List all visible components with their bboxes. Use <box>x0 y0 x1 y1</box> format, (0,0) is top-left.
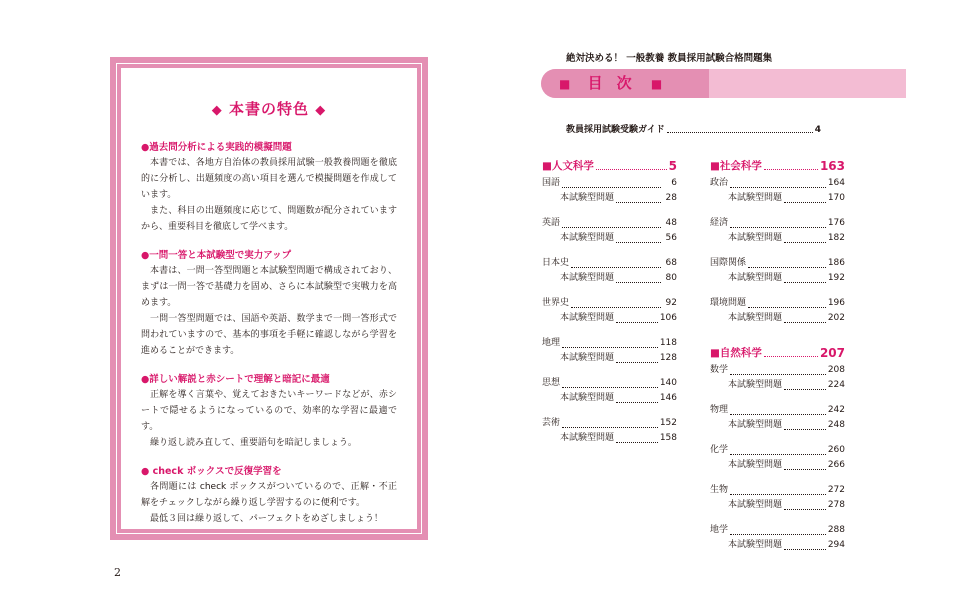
leader-dots <box>616 391 658 403</box>
diamond-icon: ◆ <box>211 103 223 118</box>
toc-subentry[interactable] <box>710 538 845 553</box>
toc-subentry-label: 本試験型問題 <box>728 313 783 323</box>
book-title: 絶対決める！ 一般教養 教員採用試験合格問題集 <box>566 53 773 64</box>
toc-entry[interactable] <box>710 443 845 458</box>
toc-guide-label: 教員採用試験受験ガイド <box>566 125 665 135</box>
feature-section <box>141 249 397 359</box>
leader-dots <box>748 256 826 268</box>
toc-subentry-page: 80 <box>665 273 677 283</box>
toc-subentry-page: 106 <box>659 313 677 323</box>
toc-entry-page: 118 <box>659 338 677 348</box>
toc-subject <box>710 403 845 433</box>
leader-dots <box>784 418 826 430</box>
leader-dots <box>562 176 661 188</box>
toc-subentry-label: 本試験型問題 <box>560 273 615 283</box>
toc-subentry-label: 本試験型問題 <box>728 420 783 430</box>
leader-dots <box>616 351 658 363</box>
feature-paragraph: 本書では、各地方自治体の教員採用試験一般教養問題を徹底的に分析し、出題頻度の高い項目を選んで模擬問題を作成しています。 <box>141 158 397 200</box>
toc-subentry-label: 本試験型問題 <box>560 233 615 243</box>
toc-entry[interactable] <box>710 296 845 311</box>
feature-section <box>141 465 397 527</box>
toc-entry-page: 260 <box>827 445 845 455</box>
toc-subentry[interactable] <box>710 378 845 393</box>
leader-dots <box>730 363 826 375</box>
toc-entry-page: 140 <box>659 378 677 388</box>
leader-dots <box>730 523 826 535</box>
leader-dots <box>616 431 658 443</box>
features-sections <box>141 141 397 527</box>
features-frame <box>110 57 428 540</box>
leader-dots <box>784 231 826 243</box>
feature-paragraph: 正解を導く言葉や、覚えておきたいキーワードなどが、赤シートで隠せるようになっているので、効率的な学習に最適です。 <box>141 390 397 432</box>
toc-entry-page: 6 <box>671 178 677 188</box>
toc-entry-label: 物理 <box>710 405 729 415</box>
toc-subentry[interactable] <box>710 311 845 326</box>
leader-dots <box>784 538 826 550</box>
leader-dots <box>596 169 667 170</box>
toc-subject <box>710 443 845 473</box>
toc-entry-label: 世界史 <box>542 298 570 308</box>
toc-entry[interactable] <box>542 416 677 431</box>
toc-subentry-page: 28 <box>665 193 677 203</box>
feature-section <box>141 373 397 451</box>
toc-group-heading[interactable] <box>710 346 845 361</box>
feature-paragraph: 最低３回は繰り返して、パーフェクトをめざしましょう！ <box>150 514 383 524</box>
toc-subentry[interactable] <box>710 418 845 433</box>
toc-entry[interactable] <box>542 296 677 311</box>
toc-entry[interactable] <box>542 176 677 191</box>
toc-subentry-page: 248 <box>827 420 845 430</box>
leader-dots <box>730 403 826 415</box>
features-title-text: 本書の特色 <box>228 100 309 118</box>
toc-heading-band <box>541 69 906 98</box>
toc-entry-label: 国際関係 <box>710 258 747 268</box>
square-icon: ■ <box>559 77 571 91</box>
page-number: 2 <box>114 566 121 579</box>
toc-subentry-page: 128 <box>659 353 677 363</box>
feature-section <box>141 141 397 235</box>
toc-group-label: ■人文科学 <box>542 160 594 172</box>
leader-dots <box>616 231 661 243</box>
leader-dots <box>730 176 826 188</box>
toc-group-heading[interactable] <box>710 159 845 174</box>
leader-dots <box>730 483 826 495</box>
toc-subject <box>710 256 845 286</box>
leader-dots <box>667 124 813 133</box>
toc-subentry-label: 本試験型問題 <box>728 460 783 470</box>
toc-subentry-page: 158 <box>659 433 677 443</box>
toc-subject <box>542 216 677 246</box>
toc-subentry[interactable] <box>710 231 845 246</box>
toc-subentry[interactable] <box>542 271 677 286</box>
toc-guide-entry[interactable] <box>566 124 821 136</box>
leader-dots <box>616 311 658 323</box>
leader-dots <box>562 416 658 428</box>
leader-dots <box>562 336 658 348</box>
toc-subentry-page: 294 <box>827 540 845 550</box>
toc-entry[interactable] <box>542 336 677 351</box>
toc-subject <box>710 296 845 326</box>
toc-subentry-label: 本試験型問題 <box>560 393 615 403</box>
toc-entry-page: 196 <box>827 298 845 308</box>
leader-dots <box>730 216 826 228</box>
toc-subentry-page: 202 <box>827 313 845 323</box>
toc-group <box>710 159 845 326</box>
toc-entry-label: 数学 <box>710 365 729 375</box>
toc-group-heading[interactable] <box>542 159 677 174</box>
feature-paragraph: 一問一答型問題では、国語や英語、数学まで一問一答形式で問われていますので、基本的事項を手軽に確認しながら学習を進めることができます。 <box>141 314 397 356</box>
toc-entry[interactable] <box>710 363 845 378</box>
feature-heading: ●一問一答と本試験型で実力アップ <box>141 250 292 261</box>
toc-entry-label: 地理 <box>542 338 561 348</box>
leader-dots <box>562 376 658 388</box>
toc-entry[interactable] <box>710 483 845 498</box>
toc-entry-page: 152 <box>659 418 677 428</box>
toc-subentry[interactable] <box>542 431 677 446</box>
toc-subject <box>710 523 845 553</box>
feature-body <box>141 387 397 451</box>
toc-entry-page: 208 <box>827 365 845 375</box>
toc-subentry[interactable] <box>710 498 845 513</box>
toc-entry[interactable] <box>542 376 677 391</box>
leader-dots <box>764 169 818 170</box>
toc-heading <box>559 69 662 98</box>
toc-entry-label: 生物 <box>710 485 729 495</box>
leader-dots <box>784 378 826 390</box>
toc-group-page: 207 <box>819 346 845 360</box>
toc-entry-label: 化学 <box>710 445 729 455</box>
toc-entry-label: 環境問題 <box>710 298 747 308</box>
toc-subject <box>710 216 845 246</box>
toc-subentry-page: 56 <box>665 233 677 243</box>
feature-heading: ●詳しい解説と赤シートで理解と暗記に最適 <box>141 374 330 385</box>
toc-subentry-page: 192 <box>827 273 845 283</box>
toc-entry-page: 92 <box>665 298 677 308</box>
feature-paragraph: また、科目の出題頻度に応じて、問題数が配分されていますから、重要科目を徹底して学べます。 <box>141 206 397 232</box>
toc-entry[interactable] <box>542 256 677 271</box>
toc-entry[interactable] <box>710 256 845 271</box>
leader-dots <box>730 443 826 455</box>
toc-subject <box>542 416 677 446</box>
toc-subentry-label: 本試験型問題 <box>560 193 615 203</box>
toc-entry-label: 政治 <box>710 178 729 188</box>
toc-subentry[interactable] <box>710 458 845 473</box>
toc-group <box>710 346 845 553</box>
leader-dots <box>616 191 661 203</box>
leader-dots <box>748 296 826 308</box>
toc-subject <box>710 363 845 393</box>
feature-body <box>141 263 397 359</box>
toc-subentry[interactable] <box>542 391 677 406</box>
toc-subentry-page: 182 <box>827 233 845 243</box>
feature-paragraph: 各問題には check ボックスがついているので、正解・不正解をチェックしながら繰り返し学習するのに便利です。 <box>141 482 397 508</box>
toc-group-page: 163 <box>819 159 845 173</box>
toc-left-column <box>542 159 677 456</box>
leader-dots <box>562 216 661 228</box>
feature-heading: ● check ボックスで反復学習を <box>141 466 282 477</box>
toc-heading-text: 目次 <box>587 74 646 92</box>
toc-subentry-page: 170 <box>827 193 845 203</box>
toc-subject <box>710 483 845 513</box>
feature-paragraph: 繰り返し読み直して、重要語句を暗記しましょう。 <box>150 438 357 448</box>
toc-entry-label: 思想 <box>542 378 561 388</box>
features-panel <box>121 68 417 529</box>
toc-entry-page: 164 <box>827 178 845 188</box>
toc-subject <box>542 336 677 366</box>
group-spacer <box>710 336 845 346</box>
toc-entry-page: 288 <box>827 525 845 535</box>
toc-subentry-label: 本試験型問題 <box>728 380 783 390</box>
toc-subject <box>542 296 677 326</box>
toc-entry-page: 176 <box>827 218 845 228</box>
feature-paragraph: 本書は、一問一答型問題と本試験型問題で構成されており、まずは一問一答で基礎力を固め、さらに本試験型で実戦力を高めます。 <box>141 266 397 308</box>
toc-guide-page: 4 <box>814 125 821 135</box>
toc-subject <box>542 176 677 206</box>
toc-group-label: ■社会科学 <box>710 160 762 172</box>
leader-dots <box>764 356 818 357</box>
feature-heading: ●過去問分析による実践的模擬問題 <box>141 142 292 153</box>
toc-entry-page: 242 <box>827 405 845 415</box>
leader-dots <box>784 271 826 283</box>
toc-entry-page: 68 <box>665 258 677 268</box>
toc-subject <box>542 256 677 286</box>
toc-right-column <box>710 159 845 563</box>
leader-dots <box>784 191 826 203</box>
toc-entry[interactable] <box>710 216 845 231</box>
toc-entry-label: 国語 <box>542 178 561 188</box>
leader-dots <box>784 458 826 470</box>
toc-entry-label: 経済 <box>710 218 729 228</box>
toc-subentry-label: 本試験型問題 <box>560 433 615 443</box>
toc-group <box>542 159 677 446</box>
toc-subentry-label: 本試験型問題 <box>560 313 615 323</box>
leader-dots <box>784 311 826 323</box>
toc-entry-page: 186 <box>827 258 845 268</box>
leader-dots <box>784 498 826 510</box>
toc-entry[interactable] <box>542 216 677 231</box>
features-frame-inner <box>116 63 422 534</box>
toc-subentry[interactable] <box>542 191 677 206</box>
toc-subentry[interactable] <box>542 231 677 246</box>
toc-entry[interactable] <box>710 176 845 191</box>
toc-subentry-page: 146 <box>659 393 677 403</box>
toc-subject <box>710 176 845 206</box>
toc-group-page: 5 <box>668 159 677 173</box>
toc-entry[interactable] <box>710 523 845 538</box>
toc-subentry[interactable] <box>542 351 677 366</box>
toc-subentry-label: 本試験型問題 <box>728 233 783 243</box>
toc-subentry-label: 本試験型問題 <box>728 193 783 203</box>
toc-subentry-page: 266 <box>827 460 845 470</box>
toc-subentry-page: 278 <box>827 500 845 510</box>
toc-entry-label: 地学 <box>710 525 729 535</box>
toc-subentry-label: 本試験型問題 <box>728 540 783 550</box>
toc-subentry[interactable] <box>542 311 677 326</box>
square-icon: ■ <box>650 77 663 91</box>
toc-entry-label: 英語 <box>542 218 561 228</box>
toc-subject <box>542 376 677 406</box>
toc-entry-page: 272 <box>827 485 845 495</box>
toc-subentry-label: 本試験型問題 <box>728 273 783 283</box>
leader-dots <box>571 296 661 308</box>
toc-subentry-label: 本試験型問題 <box>560 353 615 363</box>
feature-body <box>141 155 397 235</box>
toc-group-label: ■自然科学 <box>710 347 762 359</box>
toc-subentry-label: 本試験型問題 <box>728 500 783 510</box>
diamond-icon: ◆ <box>315 103 327 118</box>
toc-subentry[interactable] <box>710 271 845 286</box>
leader-dots <box>571 256 661 268</box>
toc-entry-page: 48 <box>665 218 677 228</box>
toc-subentry[interactable] <box>710 191 845 206</box>
toc-entry[interactable] <box>710 403 845 418</box>
features-title <box>141 98 397 119</box>
feature-body <box>141 479 397 527</box>
toc-entry-label: 日本史 <box>542 258 570 268</box>
leader-dots <box>616 271 661 283</box>
toc-subentry-page: 224 <box>827 380 845 390</box>
toc-entry-label: 芸術 <box>542 418 561 428</box>
